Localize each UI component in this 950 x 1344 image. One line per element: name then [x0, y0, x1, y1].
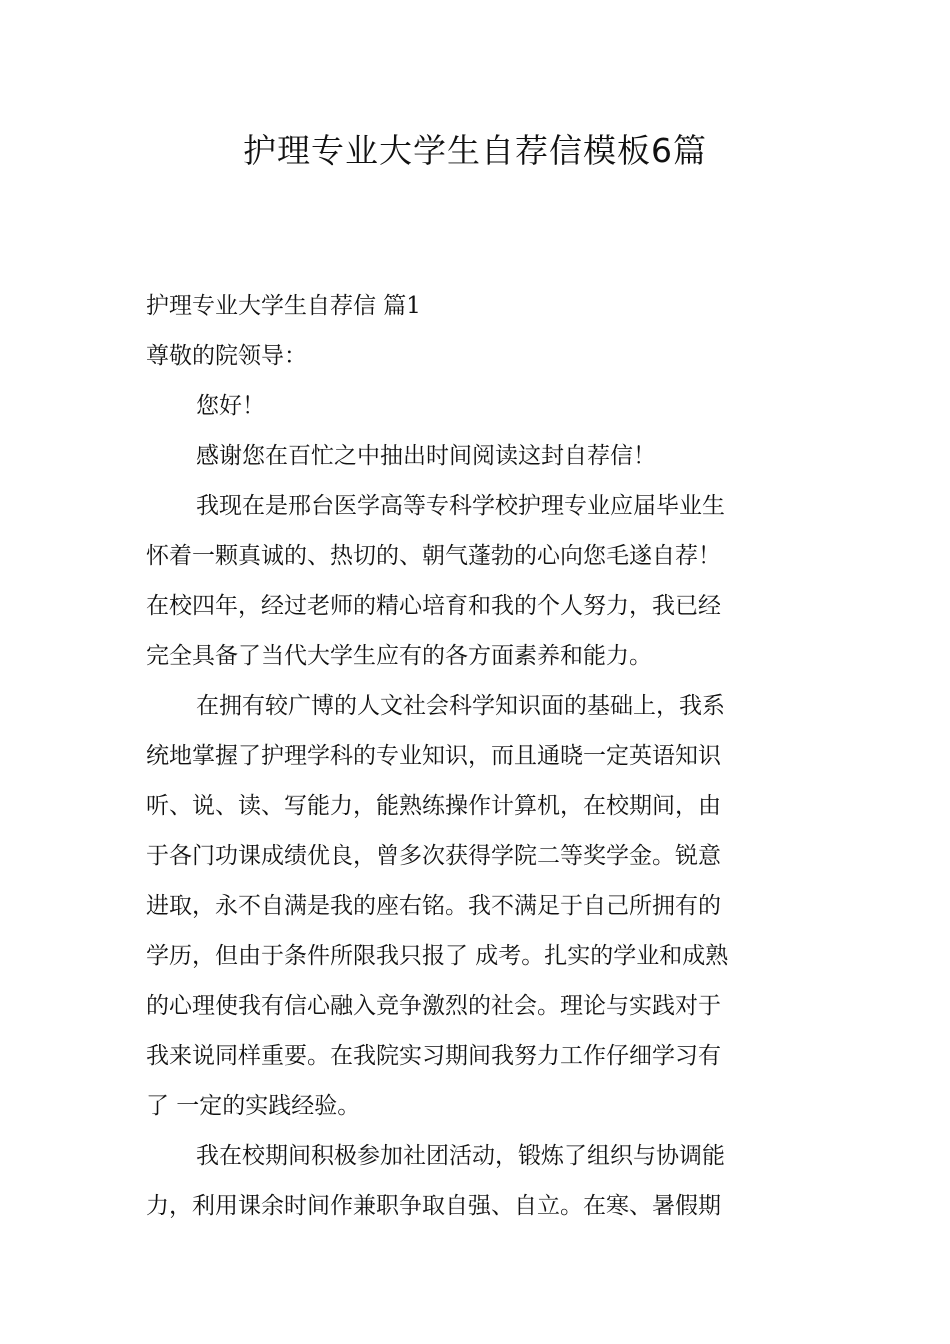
- paragraph-line: 完全具备了当代大学生应有的各方面素养和能力。: [146, 643, 652, 669]
- paragraph-line: 进取，永不自满是我的座右铭。我不满足于自己所拥有的: [146, 893, 721, 919]
- paragraph-line: 在拥有较广博的人文社会科学知识面的基础上，我系: [196, 693, 725, 719]
- paragraph-line: 了 一定的实践经验。: [146, 1093, 361, 1119]
- paragraph-line: 力，利用课余时间作兼职争取自强、自立。在寒、暑假期: [146, 1193, 721, 1219]
- paragraph-line: 在校四年，经过老师的精心培育和我的个人努力，我已经: [146, 593, 721, 619]
- paragraph-4: [146, 1131, 810, 1231]
- paragraph-line: 怀着一颗真诚的、热切的、朝气蓬勃的心向您毛遂自荐！: [146, 543, 721, 569]
- paragraph-line: 我来说同样重要。在我院实习期间我努力工作仔细学习有: [146, 1043, 721, 1069]
- document-body: [146, 281, 810, 1231]
- paragraph-2: [146, 481, 810, 681]
- paragraph-line: 我现在是邢台医学高等专科学校护理专业应届毕业生: [196, 493, 725, 519]
- document-title: 护理专业大学生自荐信模板6篇: [243, 131, 707, 170]
- paragraph-line: 的心理使我有信心融入竞争激烈的社会。理论与实践对于: [146, 993, 721, 1019]
- paragraph-line: 感谢您在百忙之中抽出时间阅读这封自荐信！: [196, 443, 656, 469]
- section-heading: 护理专业大学生自荐信 篇1: [146, 293, 421, 319]
- paragraph-line: 于各门功课成绩优良，曾多次获得学院二等奖学金。锐意: [146, 843, 721, 869]
- greeting: 您好！: [196, 393, 265, 419]
- salutation: 尊敬的院领导：: [146, 343, 307, 369]
- paragraph-line: 我在校期间积极参加社团活动，锻炼了组织与协调能: [196, 1143, 725, 1169]
- paragraph-1: [146, 431, 810, 481]
- paragraph-line: 听、说、读、写能力，能熟练操作计算机，在校期间，由: [146, 793, 721, 819]
- paragraph-line: 学历，但由于条件所限我只报了 成考。扎实的学业和成熟: [146, 943, 729, 969]
- paragraph-3: [146, 681, 810, 1131]
- paragraph-line: 统地掌握了护理学科的专业知识，而且通晓一定英语知识: [146, 743, 721, 769]
